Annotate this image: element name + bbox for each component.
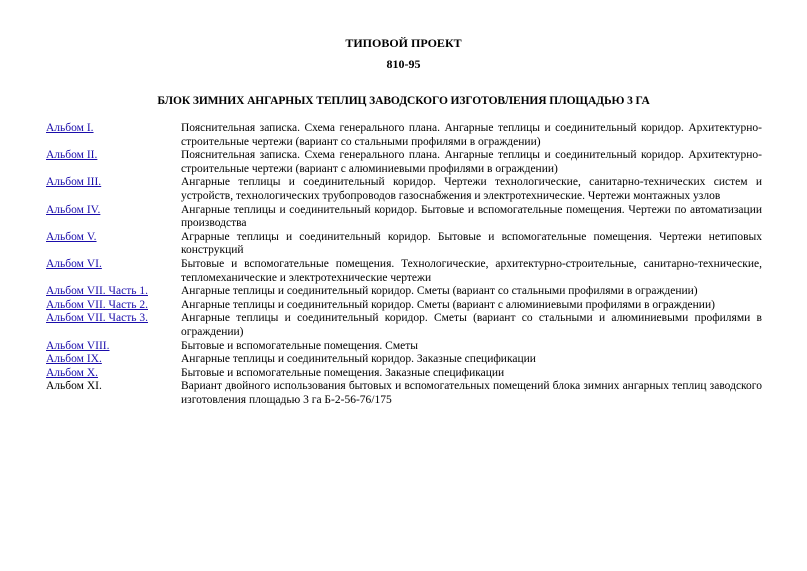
album-description: Бытовые и вспомогательные помещения. Технологические, архитектурно-строительные, санитарно-технические, тепломеханические и электротехнические чертежи	[181, 257, 762, 284]
album-link[interactable]: Альбом VI.	[46, 257, 102, 270]
album-row	[46, 367, 762, 381]
album-description: Ангарные теплицы и соединительный коридор. Сметы (вариант со стальными и алюминиевыми профилями в ограждении)	[181, 312, 762, 338]
album-description: Ангарные теплицы и соединительный коридор. Заказные спецификации	[181, 353, 536, 366]
album-row	[46, 122, 762, 149]
album-row	[46, 149, 762, 176]
album-description: Бытовые и вспомогательные помещения. Заказные спецификации	[181, 366, 505, 379]
album-link[interactable]: Альбом I.	[46, 122, 94, 134]
album-row	[46, 176, 762, 203]
album-description: Ангарные теплицы и соединительный коридор. Сметы (вариант со стальными профилями в ограждении)	[181, 285, 698, 298]
album-description: Аграрные теплицы и соединительный коридор. Бытовые и вспомогательные помещения. Чертежи нетиповых конструкций	[181, 230, 762, 257]
album-row	[46, 299, 762, 313]
album-description: Ангарные теплицы и соединительный коридор. Чертежи технологические, санитарно-технических систем и устройств, технологических трубопроводов газоснабжения и электротехнические. Чертежи монтажных узлов	[181, 176, 762, 202]
album-link[interactable]: Альбом VII. Часть 2.	[46, 298, 148, 311]
album-description: Бытовые и вспомогательные помещения. Сметы	[181, 339, 418, 352]
album-row	[46, 258, 762, 285]
album-link[interactable]: Альбом X.	[46, 366, 99, 379]
album-link[interactable]: Альбом VIII.	[46, 339, 110, 352]
album-row	[46, 312, 762, 339]
album-row	[46, 204, 762, 231]
album-link[interactable]: Альбом III.	[46, 176, 102, 189]
album-row	[46, 285, 762, 299]
album-description: Ангарные теплицы и соединительный коридор. Бытовые и вспомогательные помещения. Чертежи по автоматизации производства	[181, 203, 762, 230]
album-description: Пояснительная записка. Схема генерального плана. Ангарные теплицы и соединительный коридор. Архитектурно-строительные чертежи (вариант с алюминиевыми профилями в ограждении)	[181, 149, 762, 175]
album-row	[46, 353, 762, 367]
album-description: Вариант двойного использования бытовых и вспомогательных помещений блока зимних ангарных теплиц заводского изготовления площадью 3 га Б-2-56-76/175	[181, 380, 762, 406]
album-row	[46, 340, 762, 354]
album-list	[46, 122, 762, 407]
project-subtitle: БЛОК ЗИМНИХ АНГАРНЫХ ТЕПЛИЦ ЗАВОДСКОГО ИЗГОТОВЛЕНИЯ ПЛОЩАДЬЮ 3 ГА	[157, 95, 650, 107]
album-row	[46, 380, 762, 407]
album-description: Ангарные теплицы и соединительный коридор. Сметы (вариант с алюминиевыми профилями в ограждении)	[181, 298, 715, 311]
album-description: Пояснительная записка. Схема генерального плана. Ангарные теплицы и соединительный коридор. Архитектурно-строительные чертежи (вариант со стальными профилями в ограждении)	[181, 122, 762, 148]
album-link[interactable]: Альбом IX.	[46, 353, 102, 366]
album-link[interactable]: Альбом IV.	[46, 203, 101, 216]
album-row	[46, 231, 762, 258]
album-link[interactable]: Альбом VII. Часть 1.	[46, 285, 148, 298]
document-title: ТИПОВОЙ ПРОЕКТ	[345, 36, 462, 50]
album-label: Альбом XI.	[46, 380, 102, 393]
album-link[interactable]: Альбом II.	[46, 149, 98, 162]
album-link[interactable]: Альбом V.	[46, 230, 97, 243]
album-link[interactable]: Альбом VII. Часть 3.	[46, 312, 148, 325]
project-number: 810-95	[386, 57, 421, 71]
